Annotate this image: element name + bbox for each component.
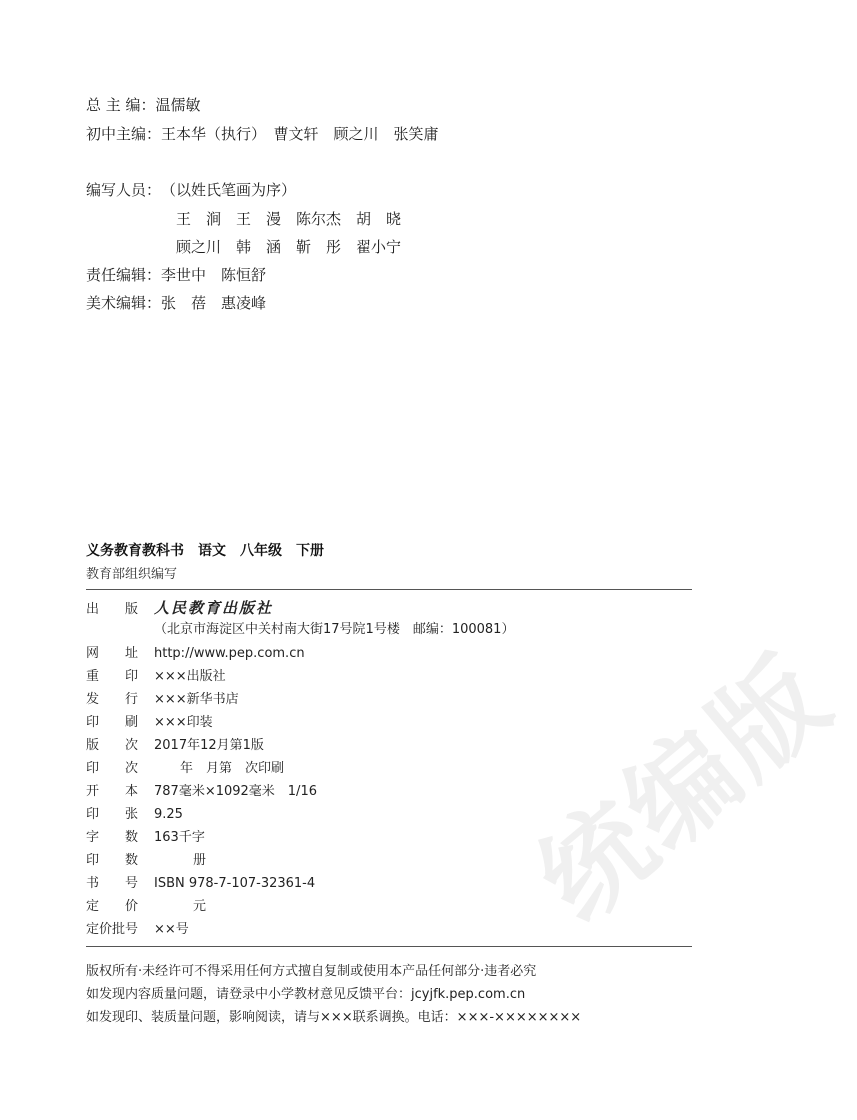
art-editor-line — [86, 292, 266, 313]
publication-key: 版 次 — [86, 738, 139, 753]
copyright-line-3: 如发现印、装质量问题，影响阅读，请与×××联系调换。电话：×××-×××××××× — [86, 1010, 582, 1025]
chief-editor-value: 温儒敏 — [155, 96, 201, 114]
publication-key: 网 址 — [86, 646, 139, 661]
publication-row — [86, 643, 305, 665]
publication-row — [86, 735, 264, 757]
publication-value: ×××印装 — [154, 715, 213, 730]
publication-row — [86, 758, 284, 780]
writers-label: 编写人员： — [86, 181, 162, 199]
publication-row — [86, 804, 183, 826]
publication-value: ×××出版社 — [154, 669, 226, 684]
publication-key: 重 印 — [86, 669, 139, 684]
publication-key: 印 刷 — [86, 715, 139, 730]
publication-value: （北京市海淀区中关村南大街17号院1号楼 邮编：100081） — [154, 622, 515, 637]
book-compiler: 教育部组织编写 — [86, 567, 178, 582]
publication-row — [86, 896, 206, 918]
responsible-editor-label: 责任编辑： — [86, 266, 162, 284]
art-editor-value: 张 蓓 惠凌峰 — [161, 294, 267, 312]
publication-key: 定价批号 — [86, 922, 139, 937]
publication-key: 发 行 — [86, 692, 139, 707]
art-editor-label: 美术编辑： — [86, 294, 162, 312]
publication-key: 开 本 — [86, 784, 139, 799]
junior-editor-line — [86, 123, 439, 144]
publication-key: 定 价 — [86, 899, 139, 914]
chief-editor-label: 总 主 编： — [86, 96, 156, 114]
publication-value: 787毫米×1092毫米 1/16 — [154, 784, 317, 799]
publication-value: ISBN 978-7-107-32361-4 — [154, 876, 316, 891]
watermark-text: 统编版 — [516, 633, 854, 945]
publication-value: 年 月第 次印刷 — [154, 761, 285, 776]
publication-key: 出 版 — [86, 602, 139, 617]
publication-row — [86, 689, 239, 711]
publication-value: 册 — [154, 853, 207, 868]
bottom-divider — [86, 946, 692, 947]
writers-note: （以姓氏笔画为序） — [161, 181, 297, 199]
publication-value: 元 — [154, 899, 207, 914]
publication-key: 字 数 — [86, 830, 139, 845]
publication-row — [86, 781, 317, 803]
chief-editor-line — [86, 94, 201, 115]
junior-editor-value: 王本华（执行） 曹文轩 顾之川 张笑庸 — [161, 125, 439, 143]
publication-row — [86, 827, 205, 849]
publication-row — [86, 619, 514, 641]
publication-key: 印 次 — [86, 761, 139, 776]
junior-editor-label: 初中主编： — [86, 125, 162, 143]
publication-value: 2017年12月第1版 — [154, 738, 264, 753]
copyright-line-1: 版权所有·未经许可不得采用任何方式擅自复制或使用本产品任何部分·违者必究 — [86, 964, 537, 979]
writers-names-1: 王 涧 王 漫 陈尔杰 胡 晓 — [176, 210, 402, 228]
publication-row — [86, 919, 189, 941]
top-divider — [86, 589, 692, 590]
publication-value: 9.25 — [154, 807, 183, 822]
publication-value: ×××新华书店 — [154, 692, 239, 707]
publication-row — [86, 850, 206, 872]
responsible-editor-line — [86, 264, 266, 285]
book-title: 义务教育教科书 语文 八年级 下册 — [86, 543, 324, 559]
publication-value: 163千字 — [154, 830, 205, 845]
publication-value: http://www.pep.com.cn — [154, 646, 305, 661]
responsible-editor-value: 李世中 陈恒舒 — [161, 266, 267, 284]
copyright-line-2: 如发现内容质量问题，请登录中小学教材意见反馈平台：jcyjfk.pep.com.cn — [86, 987, 526, 1002]
publication-key: 书 号 — [86, 876, 139, 891]
publisher-name: 人民教育出版社 — [154, 599, 274, 617]
writers-line — [86, 179, 296, 200]
publication-row — [86, 666, 226, 688]
publication-key: 印 数 — [86, 853, 139, 868]
publication-key: 印 张 — [86, 807, 139, 822]
writers-names-2: 顾之川 韩 涵 靳 彤 翟小宁 — [176, 238, 402, 256]
publication-row — [86, 712, 213, 734]
publication-row — [86, 597, 273, 619]
publication-row — [86, 873, 315, 895]
publication-value: ××号 — [154, 922, 189, 937]
